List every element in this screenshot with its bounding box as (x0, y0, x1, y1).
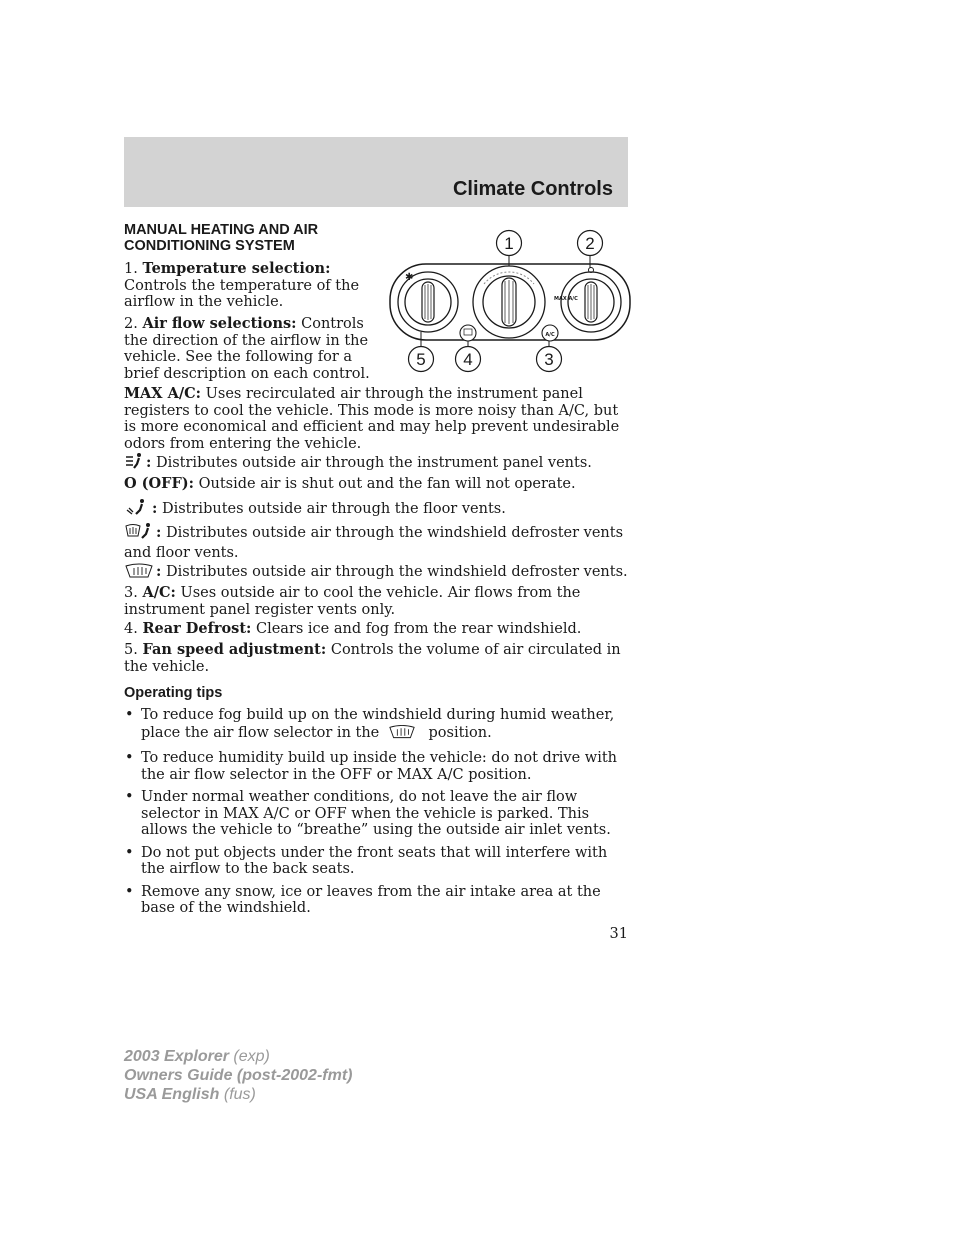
item-number: 4. (124, 621, 138, 637)
svg-text:1: 1 (504, 234, 514, 253)
item-label: A/C: (142, 584, 176, 601)
mode-text: Distributes outside air through the windshield defroster vents. (165, 564, 628, 580)
callout-5 (409, 347, 434, 372)
mode-panel (124, 452, 628, 475)
document-footer: 2003 Explorer (exp) Owners Guide (post-2002-fmt) USA English (fus) (124, 1048, 353, 1103)
section-heading: MANUAL HEATING AND AIR CONDITIONING SYSTEM (124, 222, 319, 254)
mode-label: : (152, 500, 158, 517)
operating-tips-heading: Operating tips (124, 685, 223, 701)
header-band (124, 137, 628, 207)
mode-label: : (146, 454, 152, 471)
item-fan-speed (124, 642, 628, 675)
mode-label: MAX A/C: (124, 385, 202, 402)
svg-text:✱: ✱ (405, 272, 414, 283)
item-label: Air flow selections: (142, 315, 297, 332)
item-label: Rear Defrost: (142, 620, 252, 637)
item-ac (124, 585, 628, 618)
callout-2 (578, 231, 603, 256)
mode-off (124, 476, 628, 493)
fan-knob (398, 272, 458, 332)
list-item: • To reduce fog build up on the windshield during humid weather, place the air flow selector in the position. (124, 707, 628, 744)
mode-text: Distributes outside air through the floor vents. (161, 501, 506, 517)
item-text: Controls the direction of the airflow in the vehicle. See the following for a brief description on each control. (124, 316, 370, 382)
mode-max-ac (124, 386, 628, 452)
mode-defrost (124, 563, 628, 584)
max-ac-label: MAX A/C (554, 296, 578, 302)
temperature-knob (473, 266, 545, 338)
rear-defrost-button (460, 325, 476, 341)
page-number: 31 (609, 926, 628, 942)
item-text: Clears ice and fog from the rear windshield. (255, 621, 582, 637)
svg-text:5: 5 (416, 350, 426, 369)
mode-text: Uses recirculated air through the instrument panel registers to cool the vehicle. This mode is more noisy than A/C, but is more economical and efficient and may help prevent undesirable odors from entering the vehicle. (124, 386, 620, 452)
item-text: Uses outside air to cool the vehicle. Air flows from the instrument panel register vents only. (124, 585, 581, 618)
bullet: • (125, 750, 134, 766)
item-number: 3. (124, 585, 138, 601)
item-air-flow (124, 316, 378, 382)
bullet: • (125, 883, 134, 900)
bullet: • (125, 707, 134, 723)
mode-label: O (OFF): (124, 475, 194, 492)
mode-text: Distributes outside air through the instrument panel vents. (155, 455, 592, 471)
bullet: • (125, 789, 134, 805)
svg-text:4: 4 (463, 350, 473, 369)
item-label: Fan speed adjustment: (142, 641, 327, 658)
item-number: 2. (124, 316, 138, 332)
tips-list (124, 707, 628, 923)
mode-text: Distributes outside air through the windshield defroster vents and floor vents. (124, 525, 624, 561)
panel-vent-icon (124, 452, 144, 475)
defrost-icon (124, 563, 154, 584)
list-item: • Do not put objects under the front seats that will interfere with the airflow to the back seats. (125, 844, 608, 877)
item-number: 1. (124, 261, 138, 277)
callout-4 (456, 347, 481, 372)
callout-1 (497, 231, 522, 256)
item-text: Controls the temperature of the airflow in the vehicle. (124, 277, 360, 310)
svg-text:3: 3 (544, 350, 554, 369)
list-item: • To reduce humidity build up inside the vehicle: do not drive with the air flow selector in the OFF or MAX A/C position. (125, 750, 617, 783)
item-label: Temperature selection: (142, 260, 331, 277)
climate-panel-illustration (388, 228, 632, 374)
page-title: Climate Controls (452, 178, 613, 200)
callout-3 (537, 347, 562, 372)
svg-text:2: 2 (585, 234, 595, 253)
item-number: 5. (124, 642, 138, 658)
mode-text: Outside air is shut out and the fan will not operate. (198, 476, 576, 492)
item-temperature (124, 261, 378, 311)
bullet: • (125, 844, 134, 861)
item-text: Controls the volume of air circulated in the vehicle. (124, 642, 621, 675)
ac-button (542, 325, 558, 341)
list-item: • Under normal weather conditions, do not leave the air flow selector in MAX A/C or OFF when the vehicle is parked. This allows the vehicle to “breathe” using the outside air inlet vents. (125, 789, 611, 838)
list-item: • Remove any snow, ice or leaves from the air intake area at the base of the windshield. (125, 883, 601, 916)
mode-floor (124, 498, 628, 521)
mode-label: : (156, 563, 162, 580)
defrost-icon (388, 724, 416, 745)
floor-vent-icon (124, 498, 150, 521)
ac-button-label: A/C (545, 332, 555, 338)
mode-floor-defrost (124, 522, 628, 561)
climate-panel-figure (388, 228, 632, 374)
mode-label: : (156, 524, 162, 541)
item-rear-defrost (124, 621, 628, 638)
floor-defrost-icon (124, 522, 154, 545)
